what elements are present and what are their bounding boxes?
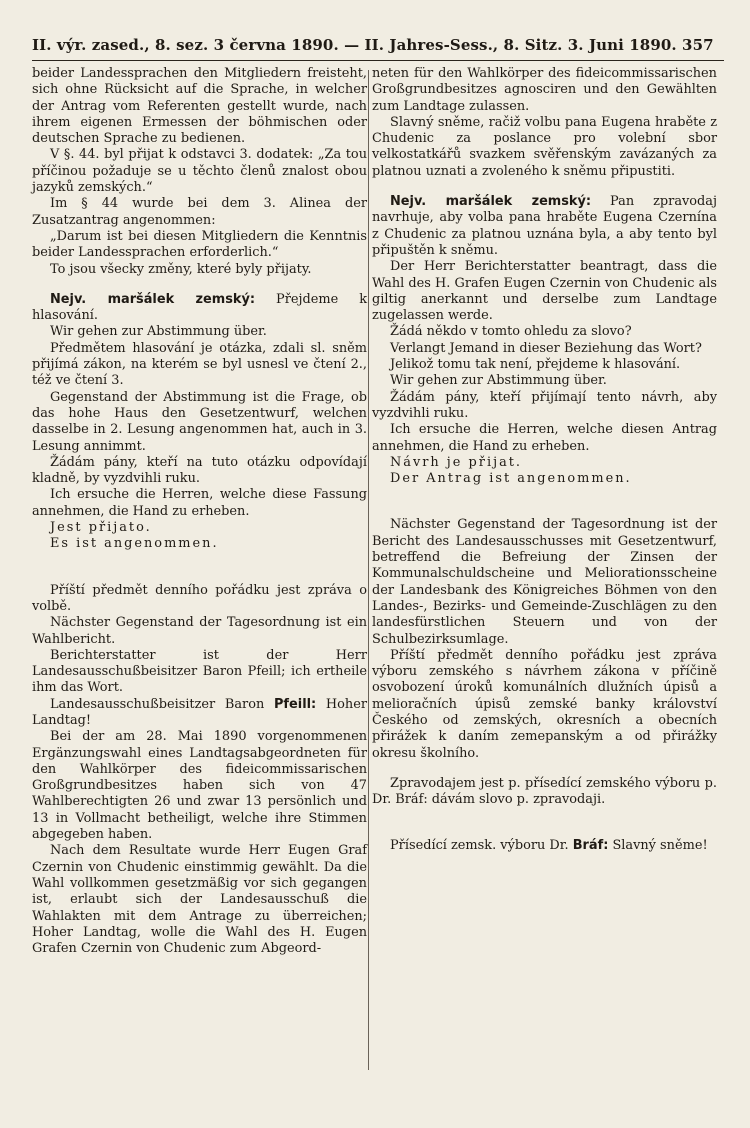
- paragraph: Wir gehen zur Abstimmung über.: [390, 373, 607, 389]
- paragraph: Der Antrag ist angenommen.: [390, 471, 632, 487]
- paragraph: Žádám pány, kteří na tuto otázku odpovídají kladně, by vyzdvihli ruku.: [32, 454, 367, 487]
- paragraph: Nächster Gegenstand der Tagesordnung ist der Bericht des Landesausschusses mit Gesetzentwurf, betreffend die Befreiung der Zinsen der Kommunalschuldscheine und Meliorationsscheine der Landesbank des Königreiches Böhmen von den Landes-, Bezirks- und Gemeinde-Zuschlägen zu den landesfürstlichen Steuern und von der Schulbezirksumlage.: [372, 517, 717, 647]
- paragraph: „Darum ist bei diesen Mitgliedern die Kenntnis beider Landessprachen erforderlich.“: [32, 228, 367, 261]
- paragraph: Der Herr Berichterstatter beantragt, dass die Wahl des H. Grafen Eugen Czernin von Chudenic als giltig anerkannt und derselbe zum Landtage zugelassen werde.: [372, 259, 717, 324]
- speaker-paragraph: [32, 292, 367, 325]
- paragraph: Příští předmět denního pořádku jest zpráva o volbě.: [32, 582, 367, 614]
- paragraph: Wir gehen zur Abstimmung über.: [50, 324, 267, 340]
- paragraph: Verlangt Jemand in dieser Beziehung das Wort?: [390, 340, 702, 356]
- speaker-paragraph: [372, 194, 717, 259]
- paragraph: Gegenstand der Abstimmung ist die Frage, ob das hohe Haus den Gesetzentwurf, welchen dasselbe in 2. Lesung angenommen hat, auch in 3. Lesung annimmt.: [32, 389, 367, 454]
- paragraph: beider Landessprachen den Mitgliedern freisteht, sich ohne Rücksicht auf die Sprache, in welcher der Antrag vom Referenten gestellt wurde, nach ihrem eigenen Ermessen der böhmischen oder deutschen Sprache zu bedienen.: [32, 66, 367, 147]
- paragraph: Ich ersuche die Herren, welche diese Fassung annehmen, die Hand zu erheben.: [32, 487, 367, 519]
- speaker-text: Hoher Landtag!: [32, 696, 367, 728]
- paragraph: Im § 44 wurde bei dem 3. Alinea der Zusatzantrag angenommen:: [32, 196, 367, 228]
- header-rule: [32, 60, 724, 61]
- paragraph: Žádám pány, kteří přijímají tento návrh, aby vyzdvihli ruku.: [372, 389, 717, 421]
- column-divider: [368, 70, 369, 1070]
- paragraph: Nach dem Resultate wurde Herr Eugen Graf Czernin von Chudenic einstimmig gewählt. Da die Wahl vollkommen gesetzmäßig vor sich gegangen ist, erlaubt sich der Landesausschuß die Wahlakten mit dem Antrage zu überreichen; Hoher Landtag, wolle die Wahl des H. Eugen Grafen Czernin von Chudenic zum Abgeord-: [32, 843, 367, 957]
- left-column: [32, 66, 367, 957]
- paragraph: Jelikož tomu tak není, přejdeme k hlasování.: [390, 357, 681, 373]
- page-header: II. výr. zased., 8. sez. 3 června 1890. — II. Jahres-Sess., 8. Sitz. 3. Juni 1890. 357: [32, 36, 714, 54]
- speaker-text: Přejdeme k hlasování.: [32, 291, 368, 324]
- speaker-name: Bráf:: [572, 838, 609, 854]
- speaker-paragraph: [32, 697, 367, 730]
- paragraph: Ich ersuche die Herren, welche diesen Antrag annehmen, die Hand zu erheben.: [372, 422, 717, 454]
- paragraph: Es ist angenommen.: [50, 536, 219, 552]
- paragraph: Zpravodajem jest p. přísedící zemského výboru p. Dr. Bráf: dávám slovo p. zpravodaji.: [372, 775, 717, 808]
- paragraph: Bei der am 28. Mai 1890 vorgenommenen Ergänzungswahl eines Landtagsabgeordneten für den Wahlkörper des fideicommissarischen Großgrundbesitzes haben sich von 47 Wahlberechtigten 26 und zwar 13 persönlich und 13 in Vollmacht betheiligt, welche ihre Stimmen abgegeben haben.: [32, 729, 367, 843]
- speaker-paragraph: [372, 838, 717, 854]
- speaker-name: Pfeill:: [273, 696, 317, 712]
- paragraph: Slavný sněme, račiž volbu pana Eugena hraběte z Chudenic za poslance pro volební sbor velkostatkářů svazkem svěřenským zavázaných za platnou uznati a zvoleného k sněmu připustiti.: [372, 114, 717, 179]
- speaker-role: Landesausschußbeisitzer Baron: [50, 696, 274, 712]
- paragraph: Berichterstatter ist der Herr Landesausschußbeisitzer Baron Pfeill; ich ertheile ihm das Wort.: [32, 647, 367, 696]
- speaker-text: Pan zpravodaj navrhuje, aby volba pana hraběte Eugena Czernína z Chudenic za platnou uznána byla, a aby tento byl připuštěn k sněmu.: [372, 194, 717, 258]
- speaker-role: Přísedící zemsk. výboru Dr.: [390, 838, 573, 854]
- paragraph: Příští předmět denního pořádku jest zpráva výboru zemského s návrhem zákona v příčině osvobození úroků komunálních dlužních úpisů a melioračních úpisů zemské banky království Českého od zemských, okresních a obecních přirážek k daním zemepanským a od přirážky okresu školního.: [372, 647, 717, 761]
- paragraph: To jsou všecky změny, které byly přijaty.: [50, 261, 312, 277]
- paragraph: neten für den Wahlkörper des fideicommissarischen Großgrundbesitzes agnosciren und den Gewählten zum Landtage zulassen.: [372, 66, 717, 114]
- right-column: [372, 66, 717, 855]
- speaker-name: Nejv. maršálek zemský:: [50, 291, 256, 307]
- speaker-name: Nejv. maršálek zemský:: [390, 194, 592, 210]
- paragraph: Žádá někdo v tomto ohledu za slovo?: [390, 324, 632, 340]
- paragraph: Jest přijato.: [50, 520, 152, 536]
- speaker-text: Slavný sněme!: [608, 838, 708, 854]
- paragraph: Nächster Gegenstand der Tagesordnung ist ein Wahlbericht.: [32, 615, 367, 647]
- paragraph: V §. 44. byl přijat k odstavci 3. dodatek: „Za tou příčinou požaduje se u těchto členů znalost obou jazyků zemských.“: [32, 147, 367, 196]
- paragraph: Návrh je přijat.: [390, 454, 523, 470]
- paragraph: Předmětem hlasování je otázka, zdali sl. sněm přijímá zákon, na kterém se byl usnesl ve čtení 2., též ve čtení 3.: [32, 340, 367, 389]
